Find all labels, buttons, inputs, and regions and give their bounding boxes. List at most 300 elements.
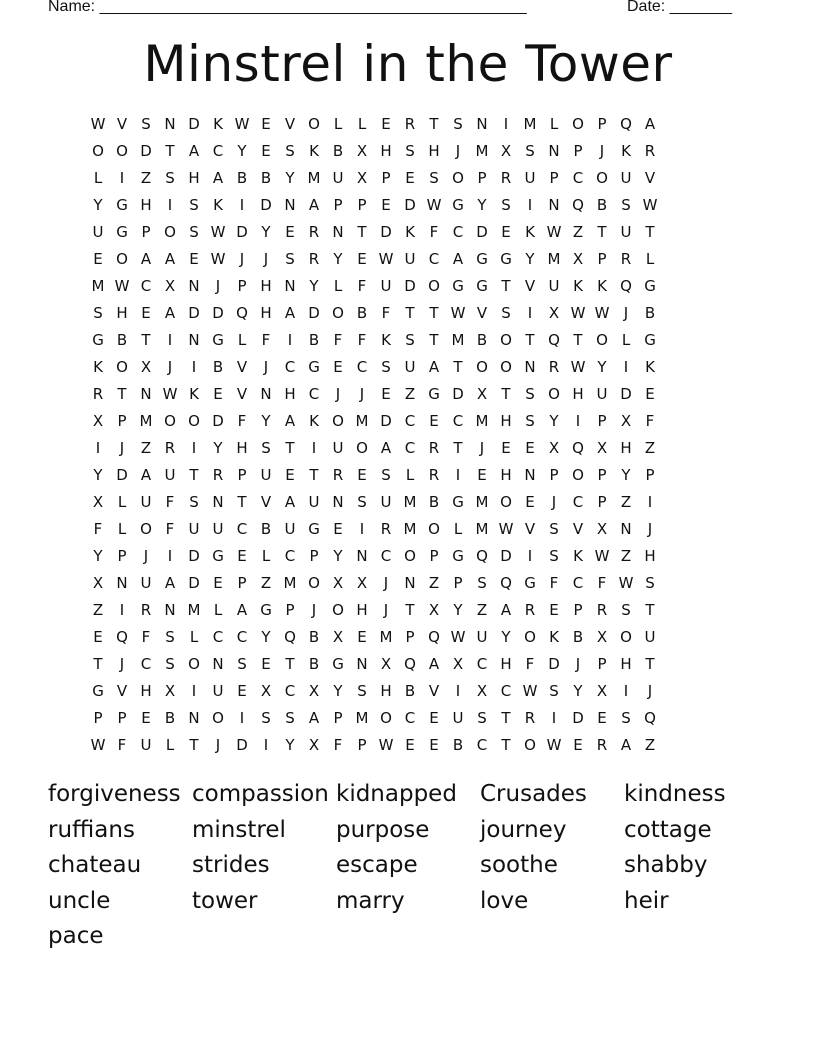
grid-letter: R: [404, 115, 416, 133]
grid-row: [86, 277, 662, 304]
grid-letter: N: [212, 655, 224, 673]
grid-letter: E: [261, 655, 271, 673]
grid-letter: X: [596, 628, 608, 646]
grid-letter: T: [525, 331, 535, 349]
grid-letter: T: [645, 655, 655, 673]
grid-letter: S: [477, 709, 487, 727]
grid-letter: G: [644, 331, 656, 349]
grid-letter: G: [332, 655, 344, 673]
grid-letter: L: [645, 250, 655, 268]
word-bank-item: heir: [624, 887, 669, 914]
grid-letter: J: [575, 655, 581, 673]
grid-letter: C: [284, 682, 296, 700]
grid-letter: N: [356, 655, 368, 673]
grid-row: [86, 601, 662, 628]
grid-letter: S: [525, 385, 535, 403]
grid-letter: G: [308, 520, 320, 538]
grid-letter: W: [570, 358, 586, 376]
grid-letter: X: [92, 493, 104, 511]
grid-letter: W: [426, 196, 442, 214]
grid-letter: E: [285, 223, 295, 241]
grid-letter: W: [210, 250, 226, 268]
grid-letter: N: [332, 223, 344, 241]
grid-letter: B: [308, 331, 320, 349]
grid-letter: N: [404, 574, 416, 592]
grid-letter: P: [357, 196, 367, 214]
grid-letter: R: [164, 439, 176, 457]
grid-letter: L: [549, 115, 559, 133]
grid-letter: L: [357, 115, 367, 133]
grid-row: [86, 682, 662, 709]
grid-letter: C: [452, 223, 464, 241]
grid-letter: S: [237, 655, 247, 673]
grid-letter: H: [116, 304, 128, 322]
grid-letter: E: [357, 250, 367, 268]
grid-letter: X: [596, 520, 608, 538]
word-bank-item: forgiveness: [48, 781, 181, 807]
grid-letter: Z: [140, 169, 152, 187]
grid-letter: A: [428, 358, 440, 376]
grid-letter: D: [140, 142, 152, 160]
grid-letter: P: [237, 574, 247, 592]
grid-letter: H: [380, 682, 392, 700]
grid-letter: L: [333, 115, 343, 133]
grid-letter: B: [212, 358, 224, 376]
grid-letter: V: [236, 358, 248, 376]
grid-letter: M: [475, 412, 489, 430]
word-bank-item: shabby: [624, 852, 708, 879]
grid-letter: S: [165, 628, 175, 646]
grid-letter: F: [381, 304, 391, 322]
word-bank-item: escape: [336, 852, 418, 879]
grid-letter: Z: [140, 439, 152, 457]
grid-letter: R: [92, 385, 104, 403]
grid-letter: S: [621, 601, 631, 619]
word-bank-item: compassion: [192, 781, 329, 807]
grid-letter: P: [405, 628, 415, 646]
grid-letter: X: [140, 358, 152, 376]
grid-letter: X: [92, 574, 104, 592]
grid-letter: J: [215, 277, 221, 295]
grid-letter: M: [403, 493, 417, 511]
grid-letter: B: [260, 520, 272, 538]
grid-letter: N: [476, 115, 488, 133]
grid-letter: A: [452, 250, 464, 268]
grid-letter: M: [307, 169, 321, 187]
grid-letter: J: [383, 574, 389, 592]
grid-letter: S: [429, 169, 439, 187]
grid-letter: S: [189, 196, 199, 214]
grid-letter: U: [380, 493, 392, 511]
grid-letter: R: [428, 466, 440, 484]
word-bank-item: ruffians: [48, 816, 135, 843]
grid-letter: J: [239, 250, 245, 268]
grid-letter: J: [143, 547, 149, 565]
grid-letter: G: [452, 493, 464, 511]
grid-letter: B: [356, 304, 368, 322]
word-bank-item: minstrel: [192, 816, 286, 843]
grid-letter: O: [500, 331, 512, 349]
grid-letter: A: [164, 304, 176, 322]
grid-letter: J: [623, 304, 629, 322]
grid-letter: I: [167, 547, 173, 565]
grid-letter: B: [596, 196, 608, 214]
grid-letter: N: [548, 196, 560, 214]
grid-letter: N: [356, 547, 368, 565]
grid-letter: Y: [93, 547, 103, 565]
grid-letter: I: [239, 709, 245, 727]
grid-letter: F: [549, 574, 559, 592]
grid-letter: U: [332, 169, 344, 187]
grid-letter: B: [308, 655, 320, 673]
grid-letter: X: [476, 682, 488, 700]
grid-letter: O: [212, 709, 224, 727]
grid-letter: D: [260, 196, 272, 214]
grid-letter: C: [404, 412, 416, 430]
grid-letter: G: [452, 196, 464, 214]
grid-letter: W: [618, 574, 634, 592]
grid-letter: X: [92, 412, 104, 430]
grid-letter: J: [167, 358, 173, 376]
grid-letter: B: [572, 628, 584, 646]
grid-letter: Y: [261, 412, 271, 430]
word-bank-item: Crusades: [480, 781, 587, 807]
grid-letter: D: [116, 466, 128, 484]
grid-letter: J: [335, 385, 341, 403]
grid-letter: W: [162, 385, 178, 403]
grid-letter: F: [333, 331, 343, 349]
grid-letter: P: [285, 601, 295, 619]
name-field-label: Name: ________________________________________________: [48, 0, 527, 15]
grid-letter: O: [620, 628, 632, 646]
grid-letter: M: [451, 331, 465, 349]
grid-letter: G: [524, 574, 536, 592]
grid-letter: R: [308, 223, 320, 241]
grid-letter: U: [380, 277, 392, 295]
grid-letter: N: [140, 385, 152, 403]
grid-letter: P: [597, 466, 607, 484]
grid-letter: A: [236, 601, 248, 619]
grid-letter: B: [644, 304, 656, 322]
grid-letter: O: [476, 358, 488, 376]
grid-letter: T: [429, 331, 439, 349]
grid-letter: P: [597, 412, 607, 430]
grid-letter: S: [165, 655, 175, 673]
grid-letter: E: [405, 169, 415, 187]
grid-letter: M: [475, 142, 489, 160]
grid-letter: S: [381, 466, 391, 484]
grid-letter: R: [644, 142, 656, 160]
grid-letter: A: [380, 439, 392, 457]
grid-letter: I: [503, 115, 509, 133]
grid-letter: D: [212, 412, 224, 430]
grid-letter: W: [90, 736, 106, 754]
grid-row: [86, 115, 662, 142]
grid-letter: B: [428, 493, 440, 511]
grid-letter: V: [260, 493, 272, 511]
grid-letter: P: [573, 601, 583, 619]
grid-letter: S: [165, 169, 175, 187]
grid-letter: A: [428, 655, 440, 673]
grid-letter: F: [141, 628, 151, 646]
grid-letter: C: [284, 547, 296, 565]
grid-letter: A: [620, 736, 632, 754]
grid-letter: C: [572, 493, 584, 511]
grid-letter: T: [645, 223, 655, 241]
grid-letter: H: [500, 466, 512, 484]
grid-letter: Z: [92, 601, 104, 619]
grid-letter: N: [164, 115, 176, 133]
grid-letter: F: [117, 736, 127, 754]
grid-letter: F: [93, 520, 103, 538]
letter-grid: [86, 115, 662, 763]
grid-letter: T: [189, 736, 199, 754]
grid-letter: C: [452, 412, 464, 430]
grid-letter: U: [620, 223, 632, 241]
grid-letter: X: [332, 574, 344, 592]
grid-letter: R: [596, 736, 608, 754]
grid-letter: B: [116, 331, 128, 349]
grid-letter: P: [309, 547, 319, 565]
date-field-label: Date: _______: [627, 0, 732, 15]
grid-letter: R: [620, 250, 632, 268]
grid-letter: I: [647, 493, 653, 511]
grid-letter: X: [596, 439, 608, 457]
grid-letter: X: [620, 412, 632, 430]
grid-letter: S: [621, 196, 631, 214]
grid-letter: S: [477, 574, 487, 592]
grid-letter: E: [261, 142, 271, 160]
grid-letter: U: [404, 250, 416, 268]
grid-letter: A: [284, 493, 296, 511]
grid-letter: D: [188, 574, 200, 592]
grid-letter: L: [261, 547, 271, 565]
grid-letter: E: [93, 250, 103, 268]
page-title: Minstrel in the Tower: [143, 35, 673, 93]
grid-row: [86, 331, 662, 358]
grid-letter: G: [452, 277, 464, 295]
grid-letter: U: [260, 466, 272, 484]
grid-letter: L: [213, 601, 223, 619]
grid-letter: H: [644, 547, 656, 565]
grid-letter: A: [284, 412, 296, 430]
grid-letter: E: [405, 736, 415, 754]
grid-letter: W: [90, 115, 106, 133]
grid-letter: A: [188, 142, 200, 160]
grid-letter: N: [188, 331, 200, 349]
grid-letter: E: [333, 358, 343, 376]
grid-letter: P: [597, 250, 607, 268]
grid-letter: Y: [93, 196, 103, 214]
grid-letter: H: [236, 439, 248, 457]
grid-row: [86, 493, 662, 520]
grid-row: [86, 223, 662, 250]
grid-letter: O: [452, 169, 464, 187]
grid-letter: N: [164, 601, 176, 619]
grid-letter: C: [476, 655, 488, 673]
grid-letter: L: [165, 736, 175, 754]
grid-letter: I: [527, 196, 533, 214]
grid-letter: N: [524, 358, 536, 376]
grid-letter: Y: [261, 628, 271, 646]
grid-letter: R: [212, 466, 224, 484]
grid-letter: D: [404, 196, 416, 214]
grid-letter: O: [380, 709, 392, 727]
grid-letter: N: [332, 493, 344, 511]
grid-letter: Z: [620, 547, 632, 565]
word-bank-item: kidnapped: [336, 781, 457, 807]
grid-letter: T: [117, 385, 127, 403]
grid-letter: L: [453, 520, 463, 538]
grid-letter: K: [405, 223, 415, 241]
grid-letter: J: [647, 520, 653, 538]
grid-letter: P: [237, 466, 247, 484]
grid-row: [86, 169, 662, 196]
grid-letter: V: [524, 277, 536, 295]
grid-letter: X: [164, 277, 176, 295]
grid-row: [86, 385, 662, 412]
grid-letter: W: [450, 304, 466, 322]
grid-letter: O: [428, 520, 440, 538]
grid-letter: R: [428, 439, 440, 457]
grid-letter: J: [479, 439, 485, 457]
grid-letter: C: [212, 142, 224, 160]
grid-letter: F: [597, 574, 607, 592]
grid-letter: S: [381, 358, 391, 376]
header: [48, 0, 748, 18]
grid-letter: D: [188, 547, 200, 565]
grid-letter: U: [452, 709, 464, 727]
grid-letter: Q: [572, 196, 584, 214]
grid-letter: K: [309, 142, 319, 160]
word-bank-item: journey: [480, 816, 567, 843]
grid-letter: E: [237, 682, 247, 700]
grid-letter: G: [212, 331, 224, 349]
grid-letter: R: [308, 250, 320, 268]
grid-letter: S: [549, 547, 559, 565]
grid-letter: O: [524, 736, 536, 754]
grid-letter: X: [500, 142, 512, 160]
grid-letter: F: [357, 331, 367, 349]
grid-letter: U: [548, 277, 560, 295]
grid-letter: N: [188, 277, 200, 295]
grid-letter: P: [117, 412, 127, 430]
grid-letter: U: [308, 493, 320, 511]
grid-letter: M: [475, 520, 489, 538]
grid-letter: S: [357, 682, 367, 700]
grid-letter: F: [165, 493, 175, 511]
grid-row: [86, 358, 662, 385]
grid-letter: W: [498, 520, 514, 538]
grid-letter: T: [285, 439, 295, 457]
grid-letter: S: [525, 142, 535, 160]
grid-letter: P: [93, 709, 103, 727]
grid-letter: Y: [525, 250, 535, 268]
grid-letter: S: [189, 223, 199, 241]
grid-letter: W: [594, 304, 610, 322]
grid-letter: O: [428, 277, 440, 295]
grid-letter: Q: [572, 439, 584, 457]
grid-letter: T: [453, 358, 463, 376]
grid-letter: G: [476, 277, 488, 295]
grid-letter: C: [428, 250, 440, 268]
grid-letter: O: [188, 655, 200, 673]
grid-letter: O: [140, 520, 152, 538]
grid-letter: X: [308, 736, 320, 754]
grid-letter: I: [287, 331, 293, 349]
grid-letter: A: [644, 115, 656, 133]
grid-letter: O: [164, 223, 176, 241]
grid-letter: Z: [644, 439, 656, 457]
grid-letter: W: [522, 682, 538, 700]
grid-letter: A: [140, 466, 152, 484]
grid-letter: W: [378, 736, 394, 754]
grid-letter: V: [524, 520, 536, 538]
grid-letter: O: [404, 547, 416, 565]
grid-letter: O: [500, 493, 512, 511]
grid-letter: K: [213, 196, 223, 214]
grid-letter: V: [428, 682, 440, 700]
grid-letter: G: [260, 601, 272, 619]
grid-letter: H: [284, 385, 296, 403]
grid-letter: V: [116, 682, 128, 700]
grid-letter: Z: [620, 493, 632, 511]
grid-letter: H: [500, 655, 512, 673]
grid-letter: U: [404, 358, 416, 376]
grid-letter: C: [572, 169, 584, 187]
grid-letter: U: [140, 574, 152, 592]
grid-letter: S: [621, 709, 631, 727]
grid-letter: L: [237, 331, 247, 349]
grid-row: [86, 196, 662, 223]
grid-letter: E: [429, 709, 439, 727]
grid-letter: A: [140, 250, 152, 268]
grid-letter: F: [165, 520, 175, 538]
grid-letter: N: [524, 466, 536, 484]
grid-letter: P: [117, 709, 127, 727]
grid-letter: C: [284, 358, 296, 376]
grid-letter: D: [404, 277, 416, 295]
grid-letter: A: [212, 169, 224, 187]
grid-letter: Q: [476, 547, 488, 565]
grid-letter: D: [308, 304, 320, 322]
word-bank: [48, 781, 768, 959]
grid-letter: S: [501, 196, 511, 214]
grid-letter: J: [119, 655, 125, 673]
grid-letter: O: [116, 250, 128, 268]
grid-letter: T: [309, 466, 319, 484]
grid-letter: E: [597, 709, 607, 727]
grid-letter: F: [261, 331, 271, 349]
grid-letter: D: [380, 223, 392, 241]
grid-letter: T: [429, 115, 439, 133]
grid-letter: H: [620, 439, 632, 457]
grid-letter: B: [476, 331, 488, 349]
grid-letter: H: [356, 601, 368, 619]
grid-letter: P: [549, 466, 559, 484]
grid-letter: N: [284, 277, 296, 295]
grid-letter: S: [405, 331, 415, 349]
grid-letter: L: [405, 466, 415, 484]
grid-letter: Z: [572, 223, 584, 241]
grid-letter: E: [93, 628, 103, 646]
grid-letter: T: [573, 331, 583, 349]
grid-letter: N: [548, 142, 560, 160]
grid-letter: F: [429, 223, 439, 241]
grid-letter: H: [260, 304, 272, 322]
grid-letter: S: [549, 682, 559, 700]
grid-letter: P: [597, 115, 607, 133]
